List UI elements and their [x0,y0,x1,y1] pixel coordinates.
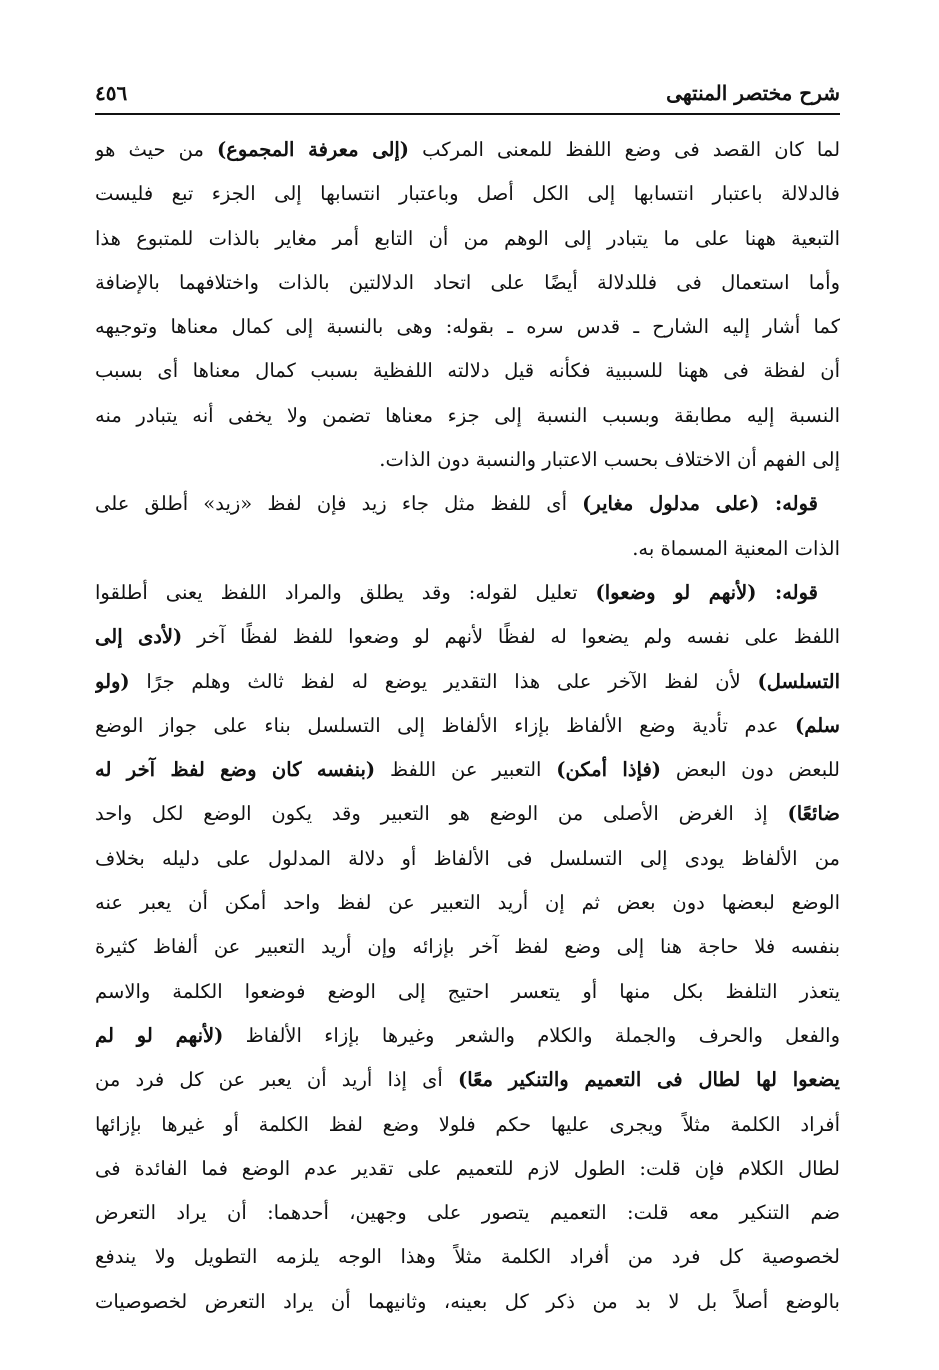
quoted-matn-text: سلم) [795,713,840,737]
body-text [95,128,840,1324]
commentary-text: أفراد الكلمة مثلاً ويجرى عليها حكم فلولا وضع لفظ الكلمة أو غيرها بإزائها [95,1112,840,1136]
commentary-text: لخصوصية كل فرد من أفراد الكلمة مثلاً وهذا الوجه يلزمه التطويل ولا يندفع [95,1245,840,1269]
commentary-text: كما أشار إليه الشارح ـ قدس سره ـ بقوله: وهى بالنسبة إلى كمال معناها وتوجيهه [95,315,840,339]
text-line [95,1103,840,1147]
commentary-text: إذ الغرض الأصلى من الوضع هو التعبير وقد يكون الوضع لكل واحد [95,802,788,826]
text-line [95,792,840,836]
commentary-text: بنفسه فلا حاجة هنا إلى وضع لفظ آخر بإزائه وإن أريد التعبير عن ألفاظ كثيرة [95,935,840,959]
commentary-text: الوضع لبعضها دون بعض ثم إن أريد التعبير عن لفظ واحد أمكن أن يعبر عنه [95,891,840,915]
page-header [95,78,840,108]
text-line [95,438,840,482]
quoted-matn-text: قوله: (لأنهم لو وضعوا) [595,580,819,604]
commentary-text: من الألفاظ يودى إلى التسلسل فى الألفاظ أو دلالة المدلول على دليله بخلاف [95,846,840,870]
text-line [95,881,840,925]
text-line [95,571,840,615]
commentary-text: بالوضع أصلاً بل لا بد من ذكر كل بعينه، وثانيهما أن يراد التعرض لخصوصيات [95,1289,840,1313]
commentary-text: والفعل والحرف والجملة والكلام والشعر وغيرها بإزاء الألفاظ [223,1023,840,1047]
commentary-text: للبعض دون البعض [661,758,840,782]
commentary-text: أى للفظ مثل جاء زيد فإن لفظ «زيد» أطلق على [95,492,583,516]
text-line [95,1147,840,1191]
commentary-text: عدم تأدية وضع الألفاظ بإزاء الألفاظ إلى التسلسل بناء على جواز الوضع [95,713,795,737]
quoted-matn-text: (إلى معرفة المجموع) [217,138,410,161]
quoted-matn-text: يضعوا لها لطال فى التعميم والتنكير معًا) [457,1068,840,1092]
text-line [95,527,840,571]
quoted-matn-text: (فإذا أمكن) [556,758,661,782]
text-line [95,349,840,393]
text-line [95,305,840,349]
text-line [95,261,840,305]
text-line [95,660,840,704]
text-line [95,837,840,881]
text-line [95,1058,840,1102]
quoted-matn-text: ضائعًا) [787,802,840,826]
text-line [95,615,840,659]
commentary-text: من حيث هو [95,138,218,161]
commentary-text: الذات المعنية المسماة به. [632,536,840,560]
text-line [95,128,840,172]
quoted-matn-text: قوله: (على مدلول مغاير) [582,492,818,516]
commentary-text: إلى الفهم أن الاختلاف بحسب الاعتبار والنسبة دون الذات. [379,448,840,472]
commentary-text: لما كان القصد فى وضع اللفظ للمعنى المركب [409,138,840,161]
page-number: ٤٥٦ [95,81,128,105]
text-line [95,704,840,748]
text-line [95,172,840,216]
text-line [95,482,840,526]
commentary-text: ضم التنكير معه قلت: التعميم يتصور على وجهين، أحدهما: أن يراد التعرض [95,1201,840,1225]
header-divider [95,113,840,115]
commentary-text: تعليل لقوله: وقد يطلق والمراد اللفظ يعنى أطلقوا [95,580,596,604]
commentary-text: أى إذا أريد أن يعبر عن كل فرد من [95,1068,458,1092]
quoted-matn-text: (لأنهم لو لم [95,1023,224,1047]
commentary-text: وأما استعمال فى فللدلالة أيضًا على اتحاد الدلالتين بالذات واختلافهما بالإضافة [95,270,840,294]
text-line [95,217,840,261]
commentary-text: لأن لفظ الآخر على هذا التقدير يوضع له لفظ ثالث وهلم جرًا [129,669,758,693]
commentary-text: لطال الكلام فإن قلت: الطول لازم للتعميم على تقدير عدم الوضع فما الفائدة فى [95,1156,840,1180]
text-line [95,1235,840,1279]
text-line [95,925,840,969]
commentary-text: النسبة إليه مطابقة وبسبب النسبة إلى جزء معناها تضمن ولا يخفى أنه يتبادر منه [95,403,840,427]
commentary-text: اللفظ على نفسه ولم يضعوا له لفظًا لأنهم لو وضعوا للفظ لفظًا آخر [182,625,840,649]
text-line [95,1280,840,1324]
commentary-text: التبعية ههنا على ما يتبادر إلى الوهم من أن التابع أمر مغاير بالذات للمتبوع هذا [95,226,840,250]
text-line [95,748,840,792]
quoted-matn-text: (بنفسه كان وضع لفظ آخر له [95,758,376,782]
commentary-text: أن لفظة فى ههنا للسببية فكأنه قيل دلالته اللفظية بسبب كمال معناها أى بسبب [95,359,840,383]
quoted-matn-text: (لأدى إلى [95,625,183,649]
commentary-text: التعبير عن اللفظ [375,758,557,782]
text-line [95,1191,840,1235]
quoted-matn-text: (ولو [95,669,130,693]
quoted-matn-text: التسلسل) [757,669,840,693]
running-title: شرح مختصر المنتهى [666,81,840,105]
commentary-text: يتعذر التلفظ بكل منها أو يتعسر احتيج إلى الوضع فوضعوا الكلمة والاسم [95,979,840,1003]
text-line [95,970,840,1014]
text-line [95,1014,840,1058]
text-line [95,394,840,438]
commentary-text: فالدلالة باعتبار انتسابها إلى الكل أصل وباعتبار انتسابها إلى الجزء تبع فليست [95,182,840,206]
